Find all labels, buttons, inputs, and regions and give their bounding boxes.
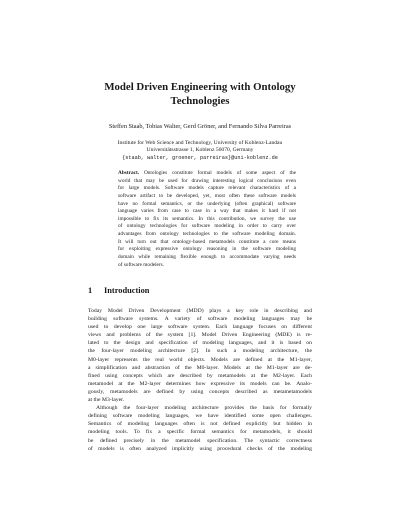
section-heading bbox=[88, 286, 149, 295]
abstract-line: It will turn out that ontology-based metamodels constitute a core means bbox=[118, 238, 296, 245]
abstract-label: Abstract. bbox=[118, 170, 140, 176]
section-number: 1 bbox=[88, 286, 93, 295]
body-line: M0-layer represents the real world objects. Models are defined at the M1-layer, bbox=[88, 356, 312, 363]
abstract-line: for large models. Software models capture relevant characteristics of a bbox=[118, 185, 296, 192]
body-line: fined using concepts which are described by metamodels at the M2-layer. Each bbox=[88, 372, 312, 379]
paper-title bbox=[60, 80, 340, 108]
title-line: Technologies bbox=[170, 95, 230, 107]
section-title: Introduction bbox=[104, 286, 150, 295]
affiliation-line: Universitätsstrasse 1, Koblenz 56070, Germany bbox=[146, 147, 254, 154]
body-line: the four-layer modeling architecture [2]. In such a modeling architecture, the bbox=[88, 348, 312, 355]
abstract-line: Abstract. Ontologies constitute formal models of some aspect of the bbox=[118, 170, 296, 176]
title-line: Model Driven Engineering with Ontology bbox=[104, 81, 296, 93]
abstract-line: world that may be used for drawing interesting logical conclusions even bbox=[118, 177, 296, 184]
body-line: of models is often analyzed implicitly using procedural checks of the modeling bbox=[88, 445, 312, 452]
body-line: metamodel at the M2-layer determines how expressive its models can be. Analo- bbox=[88, 380, 312, 387]
affiliation bbox=[40, 140, 360, 162]
body-line: defining software modeling languages, we have identified some open challenges. bbox=[88, 413, 312, 420]
body-line: a simplification and abstraction of the M0-layer. Models at the M1-layer are de- bbox=[88, 364, 312, 371]
body-line: at the M3-layer. bbox=[88, 397, 125, 404]
body-line: modeling tools. To fix a specific formal semantics for metamodels, it should bbox=[88, 429, 312, 436]
body-line: Today Model Driven Development (MDD) plays a key role in describing and bbox=[88, 308, 312, 314]
body-line: Although the four-layer modeling architecture provides the basis for formally bbox=[96, 405, 312, 412]
section-body bbox=[88, 307, 312, 453]
author-list: Steffen Staab, Tobias Walter, Gerd Gröner, and Fernando Silva Parreiras bbox=[108, 123, 292, 130]
abstract-line: of ontology technologies for software modeling in order to carry over bbox=[118, 223, 296, 230]
body-line: Semantics of modeling languages often is not defined explicitly but hidden in bbox=[88, 421, 312, 428]
abstract-line: software artifact to be developed, yet, most often these software models bbox=[118, 192, 296, 199]
abstract-line: language varies from case to case in a way that makes it hard if not bbox=[118, 208, 296, 215]
abstract bbox=[118, 170, 296, 269]
abstract-line: impossible to fix its semantics. In this contribution, we survey the use bbox=[118, 215, 296, 222]
abstract-line: have no formal semantics, or the underlying (often graphical) software bbox=[118, 200, 296, 207]
body-line: lated to the design and specification of modeling languages, and it is based on bbox=[88, 340, 312, 347]
body-line: be defined precisely in the metamodel specification. The syntactic correctness bbox=[88, 437, 312, 444]
body-line: views and problems of the system [1]. Model Driven Engineering (MDE) is re- bbox=[88, 332, 312, 339]
body-line: gously, metamodels are defined by using concepts described as metametamodels bbox=[88, 388, 312, 395]
abstract-line: of software modelers. bbox=[118, 261, 165, 268]
abstract-line: domain while remaining flexible enough to accommodate varying needs bbox=[118, 254, 296, 261]
affiliation-line: Institute for Web Science and Technology, University of Koblenz-Landau bbox=[117, 140, 283, 146]
body-line: used to develop one large software system. Each language focuses on different bbox=[88, 324, 312, 331]
abstract-line: for exploiting expressive ontology reasoning in the software modeling bbox=[118, 246, 296, 253]
body-line: building software systems. A variety of software modeling languages may be bbox=[88, 316, 312, 323]
abstract-line: advantages from ontology technologies to the software modeling domain. bbox=[118, 231, 296, 238]
author-emails: {staab, walter, groener, parreiras}@uni-koblenz.de bbox=[122, 154, 278, 161]
